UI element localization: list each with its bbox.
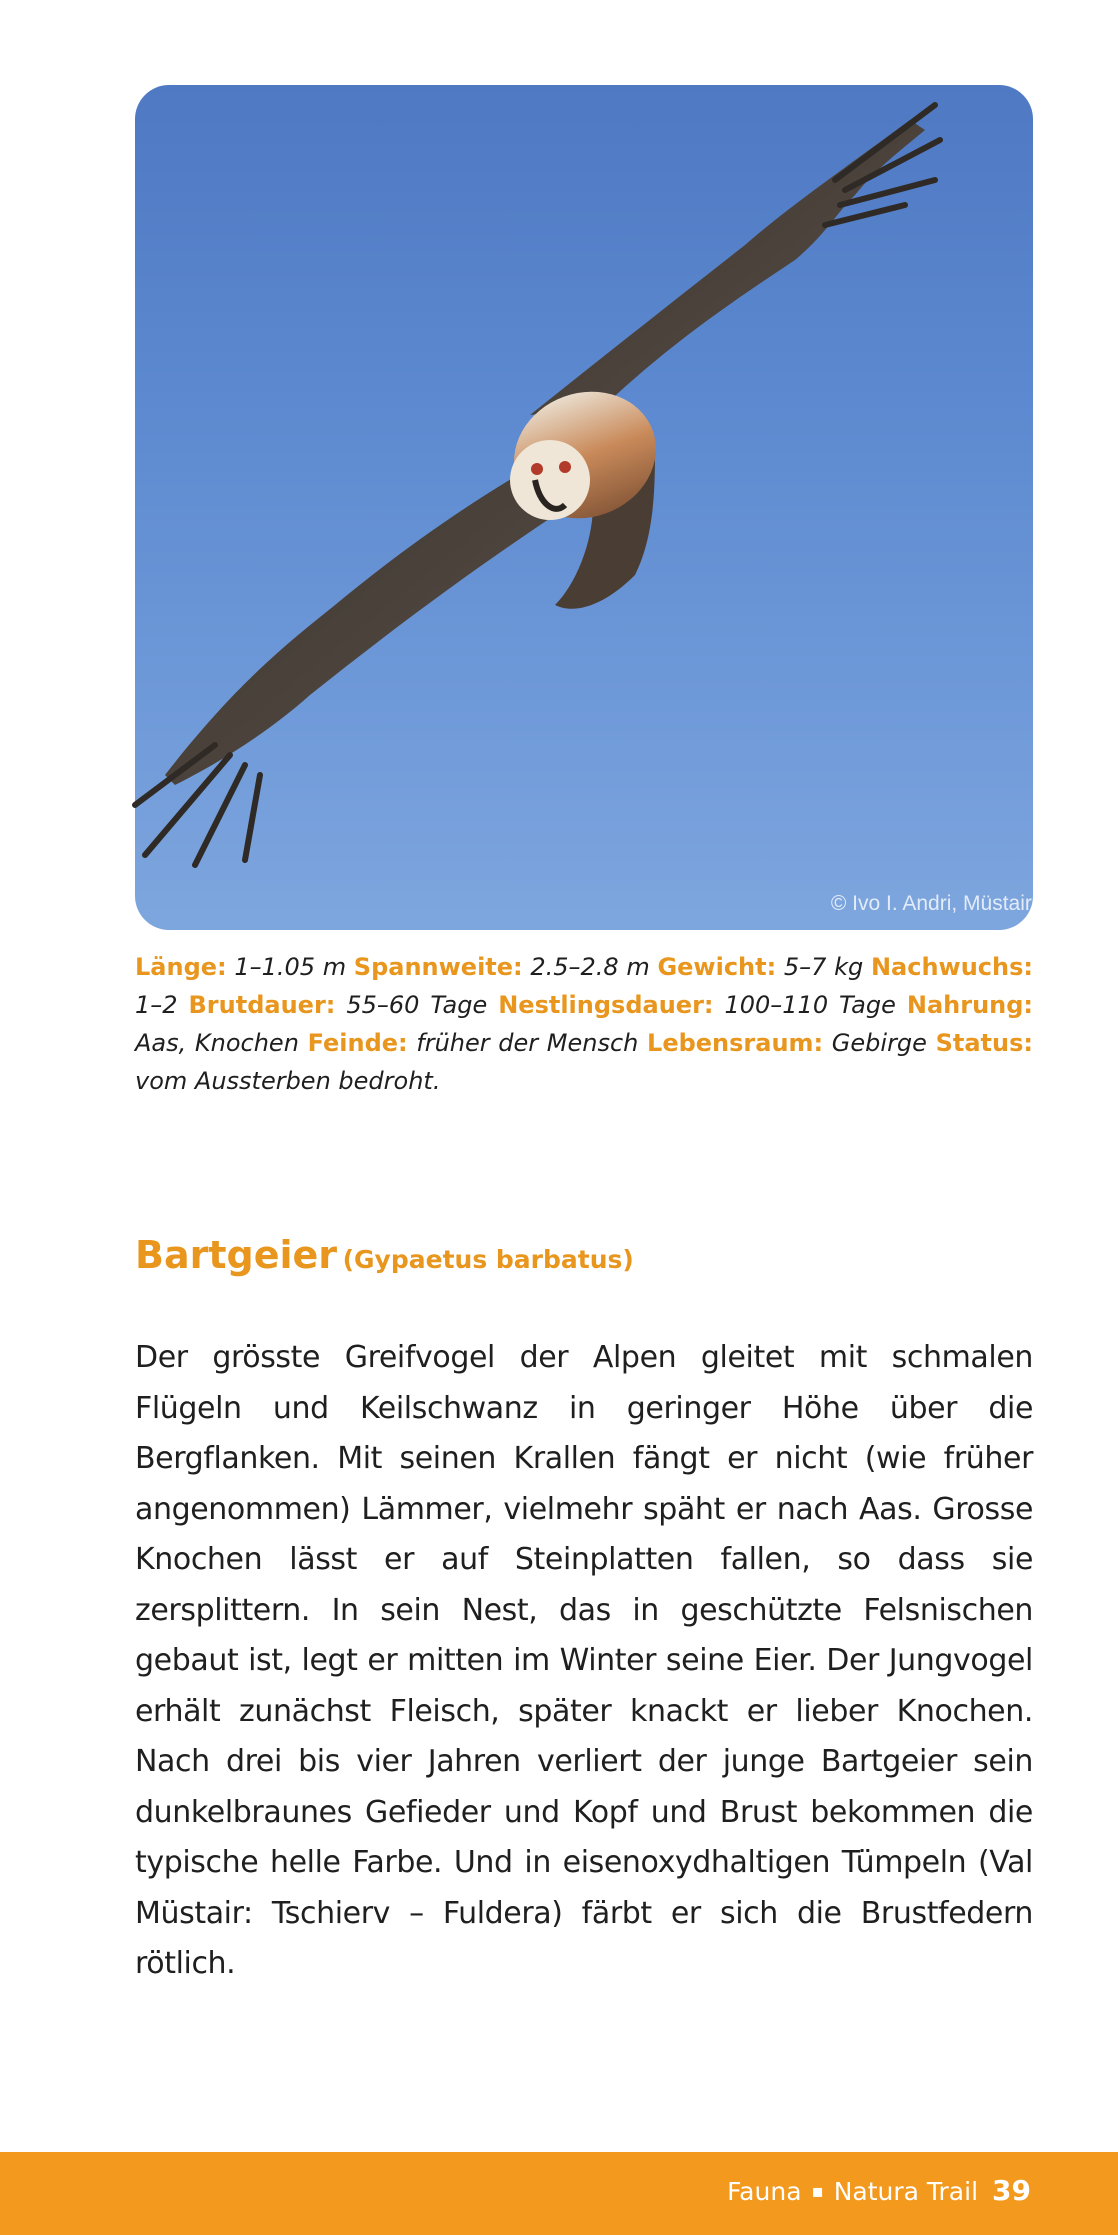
fact-key-nestling: Nestlingsdauer:	[498, 991, 714, 1019]
footer-bar	[0, 2152, 1118, 2235]
vulture-photo	[135, 85, 1063, 930]
species-heading	[135, 1233, 634, 1277]
footer-separator: ▪	[811, 2181, 824, 2202]
fact-key-food: Nahrung:	[906, 991, 1034, 1019]
fact-value-habitat: Gebirge	[831, 1029, 927, 1057]
fact-key-status: Status:	[935, 1029, 1033, 1057]
species-latin-name: (Gypaetus barbatus)	[342, 1245, 634, 1274]
footer-section: Fauna	[727, 2177, 802, 2206]
footer-series: Natura Trail	[833, 2177, 979, 2206]
fact-value-status: vom Aussterben bedroht.	[135, 1067, 441, 1095]
fact-value-incubation: 55–60 Tage	[346, 991, 488, 1019]
fact-key-habitat: Lebensraum:	[647, 1029, 824, 1057]
fact-value-weight: 5–7 kg	[783, 953, 864, 981]
species-name: Bartgeier	[135, 1233, 338, 1277]
fact-key-wingspan: Spannweite:	[353, 953, 523, 981]
fact-key-length: Länge:	[135, 953, 227, 981]
fact-key-weight: Gewicht:	[657, 953, 777, 981]
fact-value-food: Aas, Knochen	[135, 1029, 299, 1057]
fact-value-nestling: 100–110 Tage	[724, 991, 896, 1019]
bearded-vulture-illustration	[135, 85, 1033, 930]
fact-key-offspring: Nachwuchs:	[870, 953, 1033, 981]
fact-value-wingspan: 2.5–2.8 m	[530, 953, 650, 981]
photo-credit: © Ivo I. Andri, Müstair - T	[830, 892, 1063, 915]
fact-key-enemies: Feinde:	[307, 1029, 408, 1057]
species-facts	[135, 948, 1033, 1100]
fact-value-length: 1–1.05 m	[234, 953, 347, 981]
footer-text	[727, 2174, 1031, 2207]
page-number: 39	[992, 2174, 1031, 2207]
fact-key-incubation: Brutdauer:	[188, 991, 336, 1019]
fact-value-enemies: früher der Mensch	[416, 1029, 639, 1057]
species-description: Der grösste Greifvogel der Alpen gleitet mit schmalen Flügeln und Keilschwanz in geringer Höhe über die Bergflanken. Mit seinen Krallen fängt er nicht (wie früher angenommen) Lämmer, vielmehr späht er nach Aas. Grosse Knochen lässt er auf Steinplatten fallen, so dass sie zersplittern. In sein Nest, das in geschützte Felsnischen gebaut ist, legt er mitten im Winter seine Eier. Der Jungvogel erhält zunächst Fleisch, später knackt er lieber Knochen. Nach drei bis vier Jahren verliert der junge Bartgeier sein dunkelbraunes Gefieder und Kopf und Brust bekommen die typische helle Farbe. Und in eisenoxydhaltigen Tümpeln (Val Müstair: Tschierv – Fuldera) färbt er sich die Brustfedern rötlich.	[135, 1340, 1033, 1981]
fact-value-offspring: 1–2	[135, 991, 178, 1019]
